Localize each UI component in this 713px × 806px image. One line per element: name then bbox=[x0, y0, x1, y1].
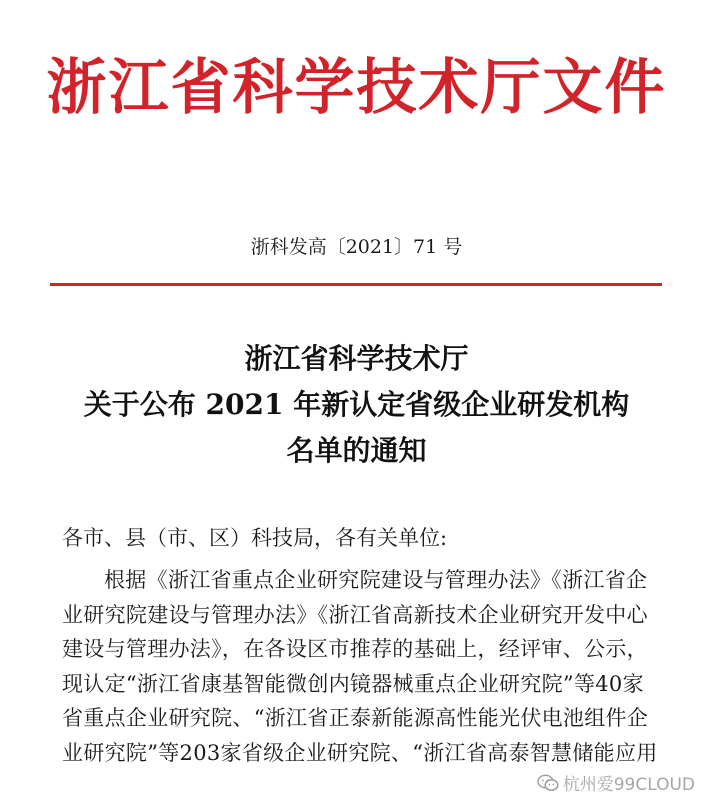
document-number: 浙科发高〔2021〕71 号 bbox=[250, 236, 463, 258]
body-line: 现认定“浙江省康基智能微创内镜器械重点企业研究院”等40家 bbox=[62, 671, 644, 696]
body-line: 建设与管理办法》，在各设区市推荐的基础上，经评审、公示， bbox=[62, 637, 648, 661]
body-line: 业研究院”等203家省级企业研究院、“浙江省高泰智慧储能应用 bbox=[62, 740, 658, 765]
body-line: 业研究院建设与管理办法》《浙江省高新技术企业研究开发中心 bbox=[62, 602, 648, 627]
watermark-text: 杭州爱99CLOUD bbox=[562, 775, 695, 795]
watermark bbox=[535, 769, 697, 796]
salutation: 各市、县（市、区）科技局，各有关单位: bbox=[62, 526, 448, 550]
body-line: 根据《浙江省重点企业研究院建设与管理办法》《浙江省企 bbox=[104, 568, 648, 592]
red-divider bbox=[50, 283, 662, 286]
notice-title bbox=[0, 336, 713, 474]
body-line: 省重点企业研究院、“浙江省正泰新能源高性能光伏电池组件企 bbox=[62, 706, 649, 730]
body-paragraph bbox=[62, 563, 658, 770]
title-line-1: 浙江省科学技术厅 bbox=[244, 342, 469, 375]
title-line-3: 名单的通知 bbox=[286, 434, 427, 467]
title-line-2: 关于公布 2021 年新认定省级企业研发机构 bbox=[83, 388, 630, 421]
masthead-title: 浙江省科学技术厅文件 bbox=[46, 53, 667, 123]
wechat-icon bbox=[537, 774, 559, 792]
